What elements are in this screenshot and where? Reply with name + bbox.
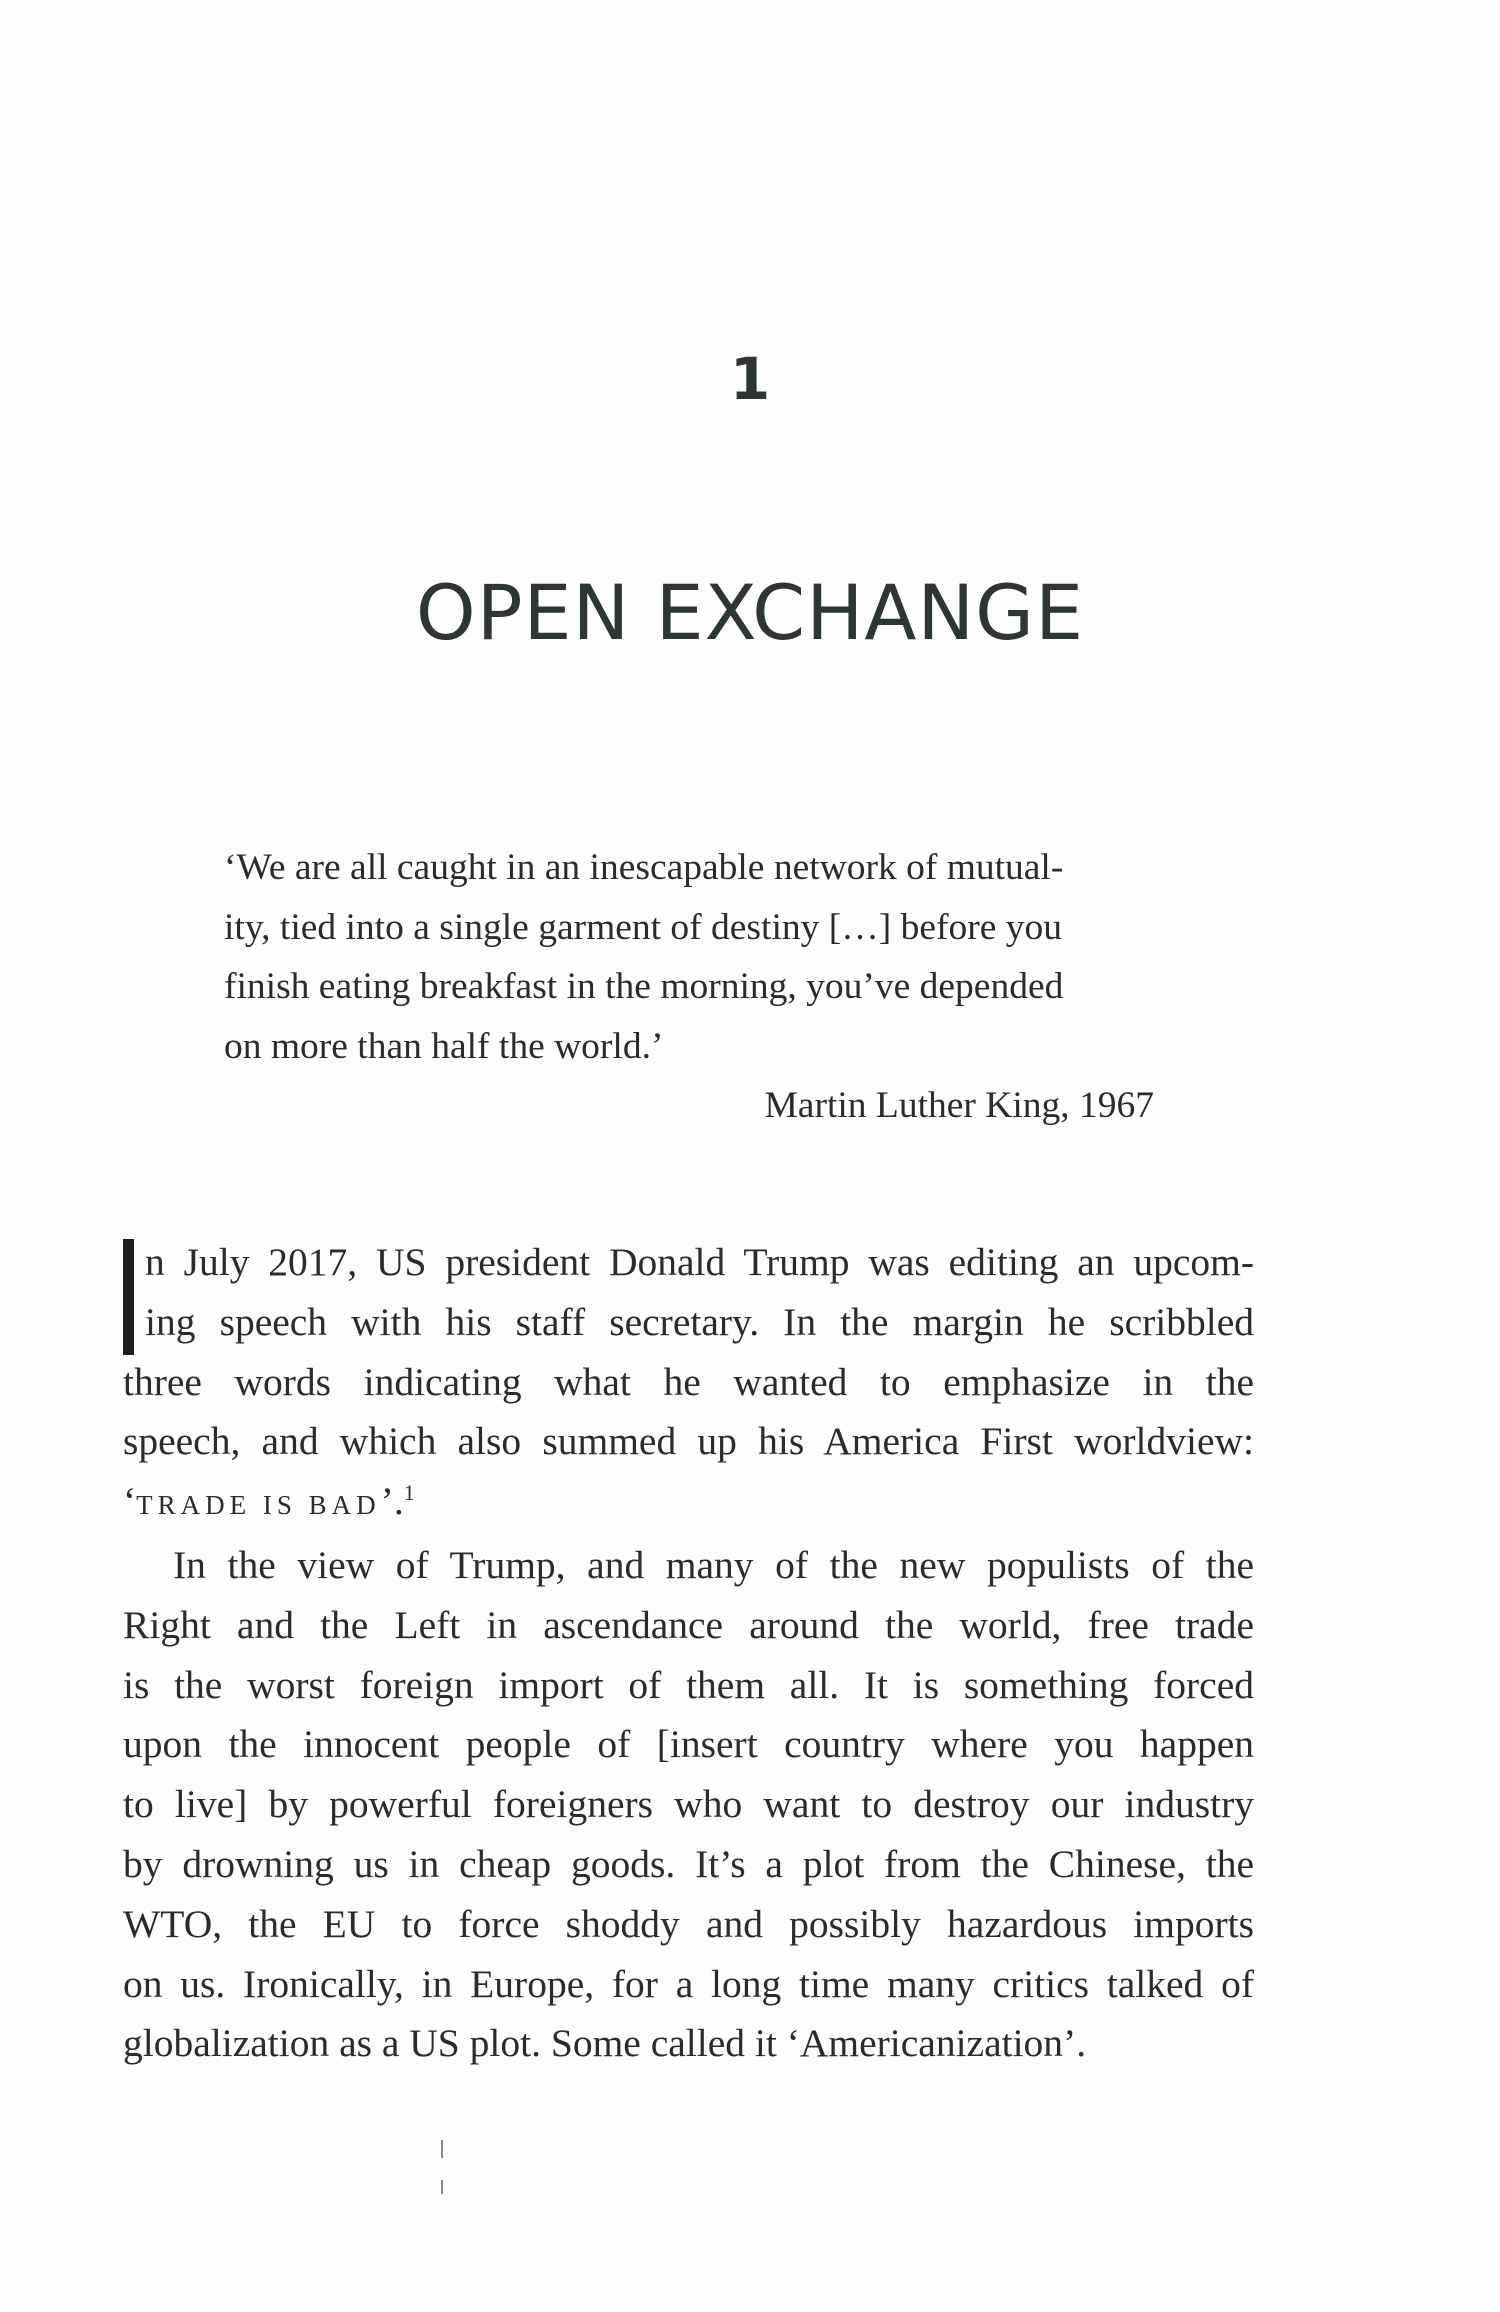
paragraph-1 (123, 1233, 1254, 1536)
body-text (123, 1233, 1254, 2074)
epigraph-line: finish eating breakfast in the morning, you’ve depended (224, 966, 1064, 1007)
paragraph-line: upon the innocent people of [insert country where you happen (123, 1722, 1254, 1767)
quote-close: ’. (380, 1479, 404, 1524)
paragraph-line: speech, and which also summed up his America First worldview: (123, 1419, 1254, 1464)
paragraph-line: globalization as a US plot. Some called it ‘Americanization’. (123, 2021, 1087, 2066)
epigraph-line: ‘We are all caught in an inescapable network of mutual- (224, 847, 1064, 888)
chapter-title: OPEN EXCHANGE (415, 568, 1085, 657)
paragraph-line: WTO, the EU to force shoddy and possibly hazardous imports (123, 1901, 1254, 1946)
scan-artifact (441, 2140, 443, 2158)
paragraph-line: ing speech with his staff secretary. In the margin he scribbled (145, 1299, 1254, 1344)
epigraph-line: on more than half the world.’ (224, 1025, 664, 1067)
paragraph-line: In the view of Trump, and many of the new populists of the (173, 1542, 1254, 1587)
paragraph-line: to live] by powerful foreigners who want to destroy our industry (123, 1782, 1254, 1827)
paragraph-line: three words indicating what he wanted to emphasize in the (123, 1359, 1254, 1404)
footnote-marker[interactable]: 1 (403, 1480, 415, 1506)
epigraph (224, 838, 1154, 1136)
paragraph-line (123, 1233, 1254, 1293)
epigraph-quote (224, 838, 1154, 1076)
paragraph-line (123, 1472, 1254, 1536)
scan-artifact (441, 2180, 443, 2194)
paragraph-line: on us. Ironically, in Europe, for a long time many critics talked of (123, 1961, 1254, 2006)
paragraph-line: by drowning us in cheap goods. It’s a plot from the Chinese, the (123, 1841, 1254, 1886)
trade-is-bad-quote: TRADE IS BAD (136, 1490, 381, 1521)
quote-open: ‘ (123, 1479, 137, 1524)
epigraph-attribution: Martin Luther King, 1967 (764, 1085, 1154, 1126)
epigraph-line: ity, tied into a single garment of destiny […] before you (224, 906, 1062, 948)
chapter-number: 1 (729, 345, 771, 413)
paragraph-2 (123, 1536, 1254, 2074)
paragraph-line: is the worst foreign import of them all. It is something forced (123, 1662, 1254, 1707)
paragraph-line: Right and the Left in ascendance around the world, free trade (123, 1602, 1254, 1647)
drop-cap-text: n July 2017, US president Donald Trump was editing an upcom- (145, 1240, 1254, 1284)
